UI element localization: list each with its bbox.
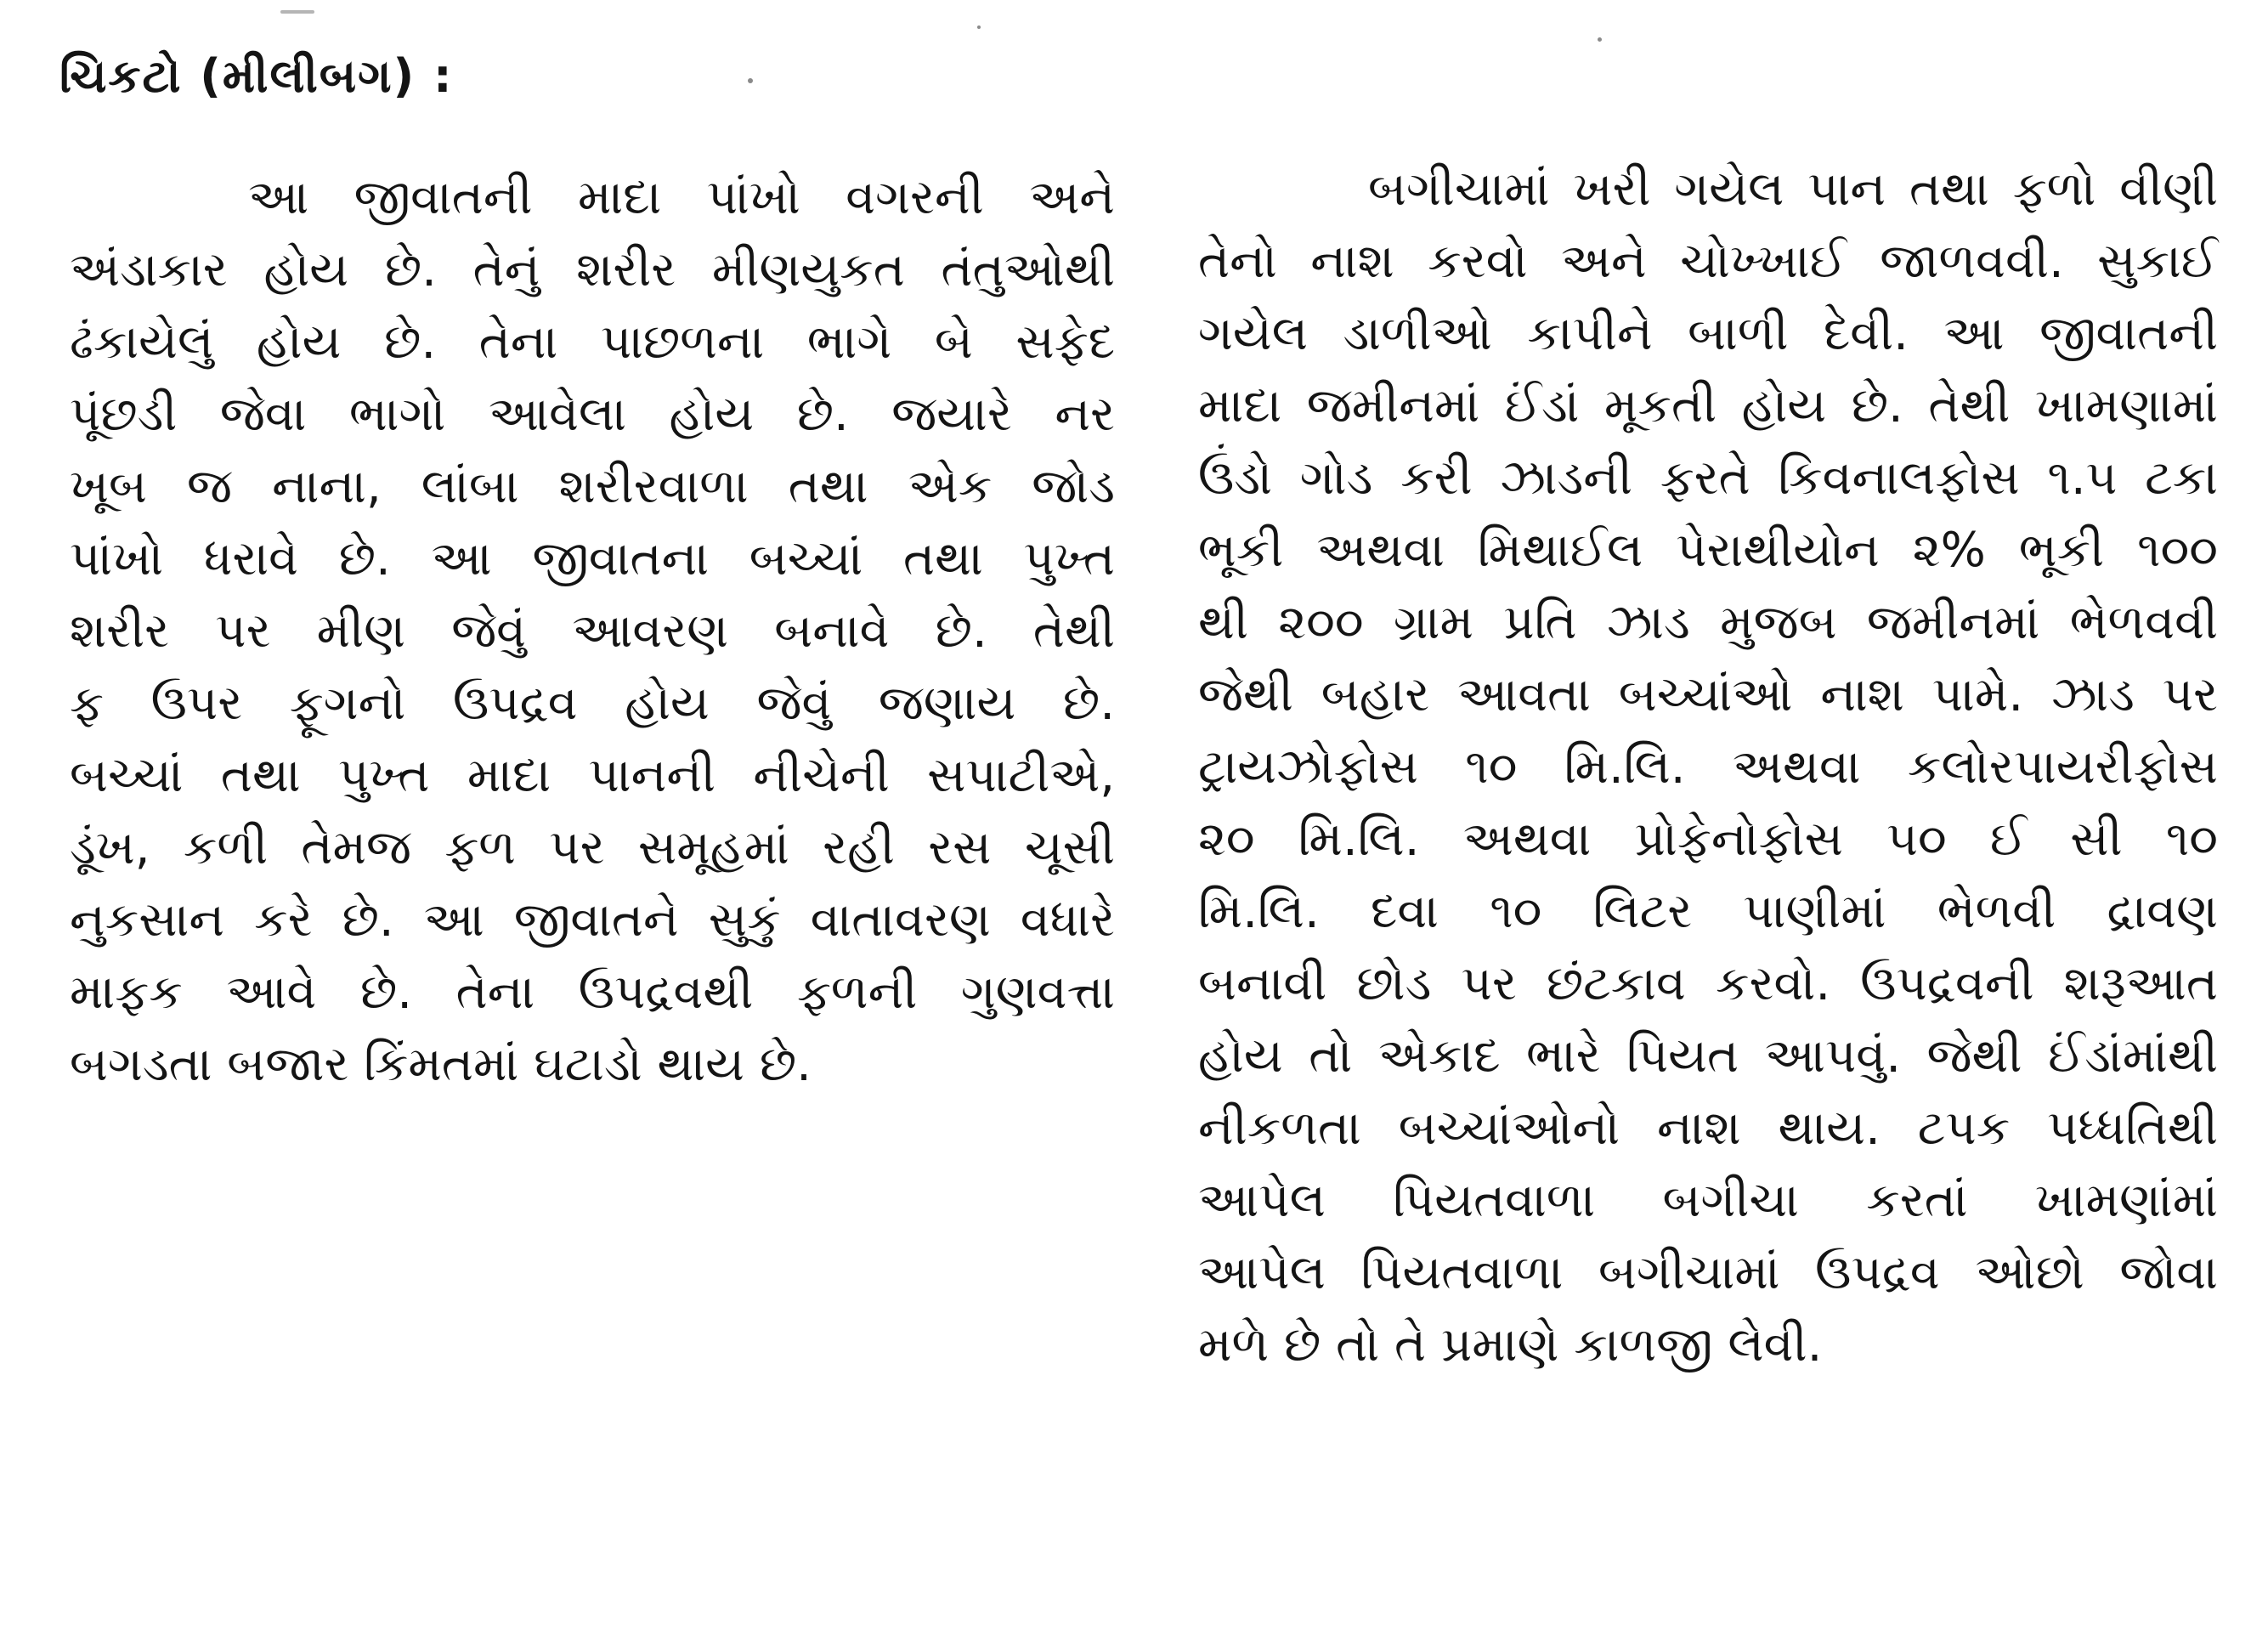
paragraph-line: મળે છે તો તે પ્રમાણે કાળજી લેવી.: [1198, 1317, 1823, 1372]
section-heading: ચિકટો (મીલીબગ) :: [59, 49, 454, 103]
paragraph-line: પાંખો ધરાવે છે. આ જીવાતના બચ્ચાં તથા પુખ્ત: [70, 531, 1115, 586]
scan-speck: [748, 78, 753, 83]
left-column: [70, 161, 1115, 1101]
paragraph-line: ગયેલ ડાળીઓ કાપીને બાળી દેવી. આ જીવાતની: [1198, 306, 2218, 361]
paragraph-line: ડૂંખ, કળી તેમજ ફળ પર સમૂહમાં રહી રસ ચૂસી: [70, 820, 1115, 875]
paragraph-line: આ જીવાતની માદા પાંખો વગરની અને: [248, 170, 1115, 225]
paragraph-line: ટ્રાયઝોફોસ ૧૦ મિ.લિ. અથવા કલોરપાયરીફોસ: [1198, 739, 2218, 795]
paragraph-line: ઉંડો ગોડ કરી ઝાડની ફરતે કિવનાલફોસ ૧.૫ ટકા: [1198, 450, 2218, 506]
paragraph-line: બગીચામાં ખરી ગયેલ પાન તથા ફળો વીણી: [1368, 161, 2218, 217]
paragraph-line: માફક આવે છે. તેના ઉપદ્રવથી ફળની ગુણવત્તા: [70, 965, 1115, 1020]
paragraph-line: અંડાકાર હોય છે. તેનું શરીર મીણયુકત તંતુઓથી: [70, 242, 1115, 297]
scan-speck: [977, 25, 981, 29]
paragraph-line: થી ૨૦૦ ગ્રામ પ્રતિ ઝાડ મુજબ જમીનમાં ભેળવવી: [1198, 595, 2218, 650]
paragraph-line: ખૂબ જ નાના, લાંબા શરીરવાળા તથા એક જોડ: [70, 459, 1115, 514]
paragraph-line: બનાવી છોડ પર છંટકાવ કરવો. ઉપદ્રવની શરૂઆત: [1198, 956, 2218, 1011]
paragraph-line: ભૂકી અથવા મિથાઈલ પેરાથીયોન ૨% ભૂકી ૧૦૦: [1198, 523, 2218, 578]
paragraph-line: ઢંકાયેલું હોય છે. તેના પાછળના ભાગે બે સફેદ: [70, 314, 1115, 370]
paragraph-line: નીકળતા બચ્ચાંઓનો નાશ થાય. ટપક પધ્ધતિથી: [1198, 1101, 2218, 1156]
paragraph-line: મિ.લિ. દવા ૧૦ લિટર પાણીમાં ભેળવી દ્રાવણ: [1198, 884, 2218, 939]
paragraph-line: બચ્ચાં તથા પુખ્ત માદા પાનની નીચેની સપાટીએ,: [70, 748, 1115, 803]
paragraph-line: પૂંછડી જેવા ભાગો આવેલા હોય છે. જયારે નર: [70, 387, 1115, 442]
paragraph-line: તેનો નાશ કરવો અને ચોખ્ખાઈ જાળવવી. સુકાઈ: [1198, 234, 2218, 289]
paragraph-line: જેથી બહાર આવતા બચ્ચાંઓ નાશ પામે. ઝાડ પર: [1198, 667, 2218, 722]
scan-speck: [1598, 37, 1602, 42]
paragraph-line: માદા જમીનમાં ઈંડાં મૂકતી હોય છે. તેથી ખામણામાં: [1198, 378, 2218, 433]
scan-speck: [280, 10, 314, 14]
paragraph-line: બગડતા બજાર કિંમતમાં ઘટાડો થાય છે.: [70, 1037, 812, 1092]
paragraph-line: હોય તો એકાદ ભારે પિયત આપવું. જેથી ઈંડાંમાંથી: [1198, 1028, 2218, 1084]
paragraph-line: નુકસાન કરે છે. આ જીવાતને સુકું વાતાવરણ વધારે: [70, 892, 1115, 948]
paragraph-line: શરીર પર મીણ જેવું આવરણ બનાવે છે. તેથી: [70, 603, 1115, 659]
paragraph-line: ફ ઉપર ફૂગનો ઉપદ્રવ હોય જેવું જણાય છે.: [70, 676, 1115, 731]
paragraph-line: આપેલ પિયતવાળા બગીચામાં ઉપદ્રવ ઓછો જોવા: [1198, 1245, 2218, 1300]
right-column: [1198, 153, 2218, 1381]
paragraph-line: ૨૦ મિ.લિ. અથવા પ્રોફેનોફોસ ૫૦ ઈ સી ૧૦: [1198, 812, 2218, 867]
paragraph-line: આપેલ પિયતવાળા બગીચા કરતાં ખામણાંમાં: [1198, 1173, 2218, 1228]
